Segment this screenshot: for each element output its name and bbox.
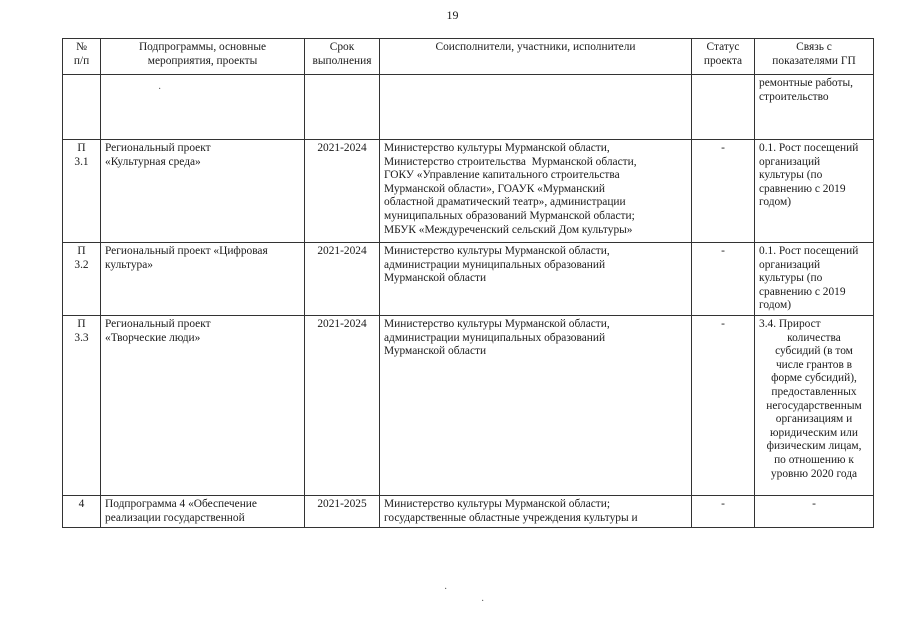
cell-executors xyxy=(380,75,692,140)
cell-status xyxy=(692,75,755,140)
scan-speck: · xyxy=(158,84,162,95)
cell-term: 2021-2024 xyxy=(305,243,380,316)
header-executors: Соисполнители, участники, исполнители xyxy=(380,39,692,75)
cell-program: Подпрограмма 4 «Обеспечение реализации государственной xyxy=(101,496,305,528)
cell-term: 2021-2025 xyxy=(305,496,380,528)
cell-num xyxy=(63,75,101,140)
cell-num: П 3.3 xyxy=(63,316,101,496)
cell-status: - xyxy=(692,140,755,243)
header-programs: Подпрограммы, основные мероприятия, проекты xyxy=(101,39,305,75)
table-row xyxy=(63,75,874,140)
cell-link: - xyxy=(755,496,874,528)
cell-executors: Министерство культуры Мурманской области, администрации муниципальных образований Мурманской области xyxy=(380,316,692,496)
cell-program xyxy=(101,75,305,140)
scan-speck: · xyxy=(481,596,485,607)
cell-status: - xyxy=(692,496,755,528)
table-row xyxy=(63,316,874,496)
cell-term: 2021-2024 xyxy=(305,316,380,496)
cell-num: 4 xyxy=(63,496,101,528)
cell-status: - xyxy=(692,316,755,496)
cell-link: 3.4. Прирост количества субсидий (в том числе грантов в форме субсидий), предоставленных негосударственным организациям и юридическим или физическим лицам, по отношению к уровню 2020 года xyxy=(755,316,874,496)
cell-term: 2021-2024 xyxy=(305,140,380,243)
cell-num: П 3.1 xyxy=(63,140,101,243)
cell-link: 0.1. Рост посещений организаций культуры (по сравнению с 2019 годом) xyxy=(755,243,874,316)
header-term: Срок выполнения xyxy=(305,39,380,75)
cell-link: 0.1. Рост посещений организаций культуры (по сравнению с 2019 годом) xyxy=(755,140,874,243)
table-row xyxy=(63,243,874,316)
table-row xyxy=(63,496,874,528)
cell-term xyxy=(305,75,380,140)
scan-speck: · xyxy=(444,584,448,595)
header-link: Связь с показателями ГП xyxy=(755,39,874,75)
cell-executors: Министерство культуры Мурманской области; государственные областные учреждения культуры и xyxy=(380,496,692,528)
events-table xyxy=(62,38,874,528)
page-number: 19 xyxy=(446,8,459,22)
cell-program: Региональный проект «Цифровая культура» xyxy=(101,243,305,316)
header-status: Статус проекта xyxy=(692,39,755,75)
header-num: № п/п xyxy=(63,39,101,75)
cell-executors: Министерство культуры Мурманской области, администрации муниципальных образований Мурманской области xyxy=(380,243,692,316)
cell-program: Региональный проект «Культурная среда» xyxy=(101,140,305,243)
cell-program: Региональный проект «Творческие люди» xyxy=(101,316,305,496)
cell-status: - xyxy=(692,243,755,316)
cell-num: П 3.2 xyxy=(63,243,101,316)
table-row xyxy=(63,140,874,243)
table-header-row xyxy=(63,39,874,75)
cell-executors: Министерство культуры Мурманской области, Министерство строительства Мурманской области, ГОКУ «Управление капитального строительства Мурманской области», ГОАУК «Мурманский областной драматический театр», администрации муниципальных образований Мурманской области; МБУК «Междуреченский сельский Дом культуры» xyxy=(380,140,692,243)
cell-link: ремонтные работы, строительство xyxy=(755,75,874,140)
